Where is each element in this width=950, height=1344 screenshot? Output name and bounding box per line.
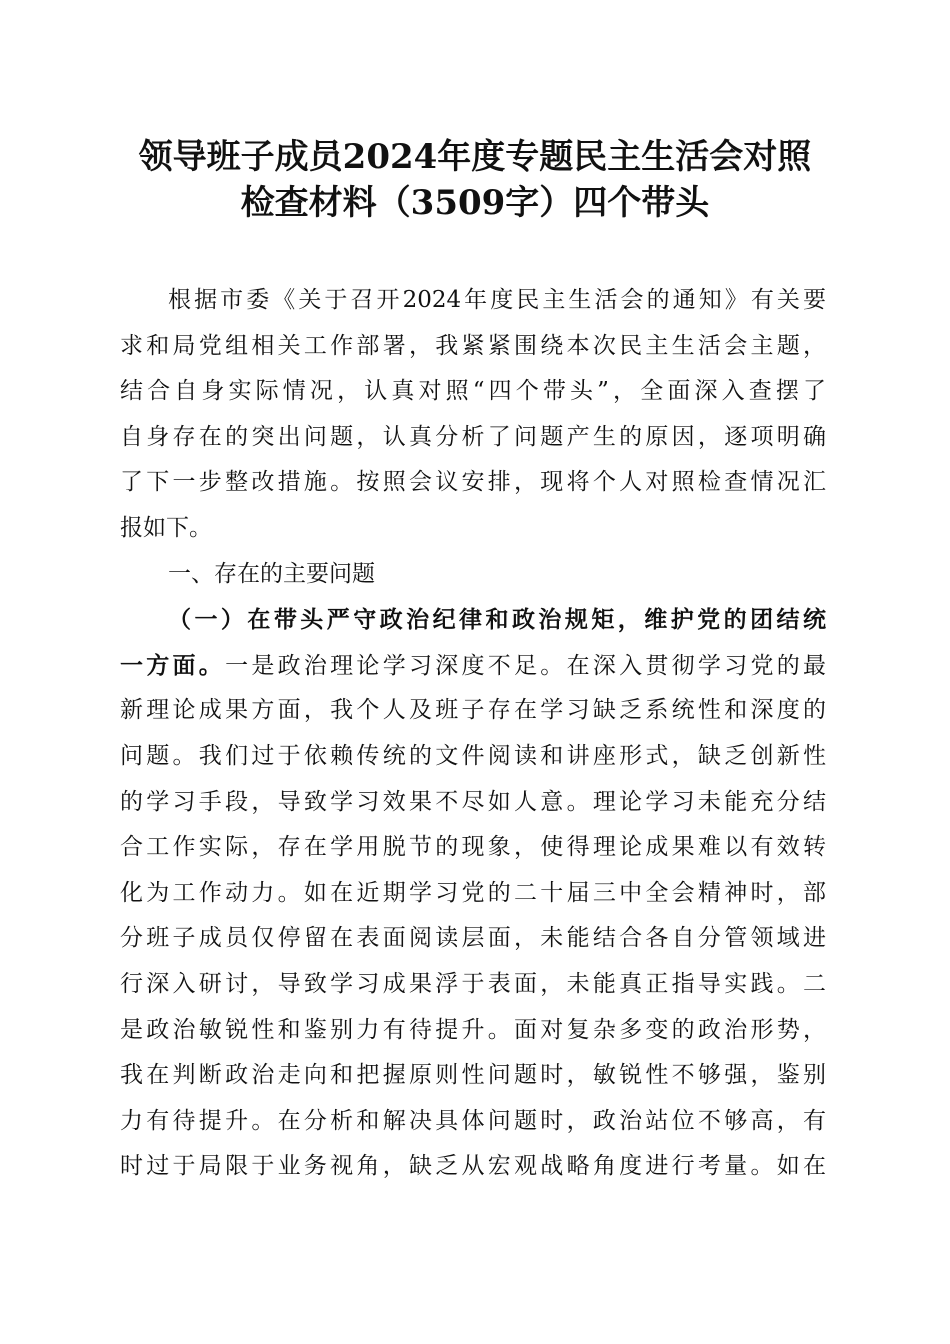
intro-line: 根据市委《关于召开2024年度民主生活会的通知》有关要 xyxy=(168,287,826,313)
body-line: 分班子成员仅停留在表面阅读层面，未能结合各自分管领域进 xyxy=(120,925,826,952)
body-line: 的学习手段，导致学习效果不尽如人意。理论学习未能充分结 xyxy=(120,788,826,815)
intro-line: 报如下。 xyxy=(120,514,212,541)
body-line: 我在判断政治走向和把握原则性问题时，敏锐性不够强，鉴别 xyxy=(120,1062,826,1089)
subsection-heading-end: 一方面。 xyxy=(120,651,226,679)
subsection-line xyxy=(120,643,826,689)
body-line: 化为工作动力。如在近期学习党的二十届三中全会精神时，部 xyxy=(120,879,826,906)
body-line: 合工作实际，存在学用脱节的现象，使得理论成果难以有效转 xyxy=(120,834,826,861)
intro-line: 求和局党组相关工作部署，我紧紧围绕本次民主生活会主题， xyxy=(120,332,826,359)
body-line: 问题。我们过于依赖传统的文件阅读和讲座形式，缺乏创新性 xyxy=(120,742,826,769)
intro-line: 了下一步整改措施。按照会议安排，现将个人对照检查情况汇 xyxy=(120,469,826,496)
body-line: 是政治敏锐性和鉴别力有待提升。面对复杂多变的政治形势， xyxy=(120,1016,826,1043)
subsection-heading: （一）在带头严守政治纪律和政治规矩，维护党的团结统 xyxy=(168,606,826,634)
document-body xyxy=(120,278,826,1190)
intro-line: 自身存在的突出问题，认真分析了问题产生的原因，逐项明确 xyxy=(120,423,826,450)
body-line: 新理论成果方面，我个人及班子存在学习缺乏系统性和深度的 xyxy=(120,697,826,724)
subsection-line-rest: 一是政治理论学习深度不足。在深入贯彻学习党的最 xyxy=(225,652,827,679)
section-heading: 一、存在的主要问题 xyxy=(168,560,375,587)
intro-line: 结合自身实际情况，认真对照“四个带头”，全面深入查摆了 xyxy=(120,378,826,405)
title-line-2: 检查材料（3509字）四个带头 xyxy=(240,183,710,223)
body-line: 行深入研讨，导致学习成果浮于表面，未能真正指导实践。二 xyxy=(120,970,826,997)
body-line: 力有待提升。在分析和解决具体问题时，政治站位不够高，有 xyxy=(120,1107,826,1134)
document-title xyxy=(100,134,850,226)
body-line: 时过于局限于业务视角，缺乏从宏观战略角度进行考量。如在 xyxy=(120,1153,826,1180)
title-line-1: 领导班子成员2024年度专题民主生活会对照 xyxy=(138,137,812,177)
